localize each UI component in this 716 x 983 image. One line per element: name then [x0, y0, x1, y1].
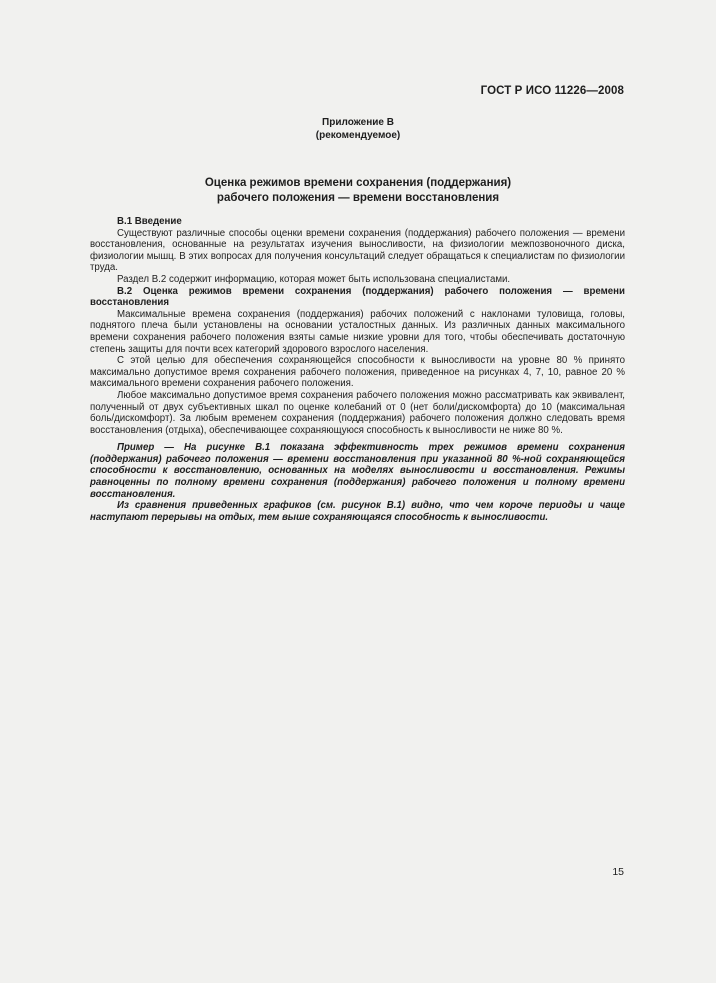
document-body	[90, 216, 625, 523]
section-b2-paragraph-3: Любое максимально допустимое время сохранения рабочего положения можно рассматривать как эквивалент, полученный от двух субъективных шкал по оценке колебаний от 0 (нет боли/дискомфорта) до 10 (максимальная боль/дискомфорт). За любым временем сохранения (поддержания) рабочего положения должно следовать время восстановления (отдыха), обеспечивающее сохраняющуюся способность к выносливости не ниже 80 %.	[90, 389, 625, 436]
appendix-heading	[0, 116, 716, 142]
appendix-main-title	[0, 176, 716, 206]
section-b1-paragraph-1: Существуют различные способы оценки времени сохранения (поддержания) рабочего положения — времени восстановления, основанные на результатах изучения выносливости, на физиологии межпозвоночного диска, физиологии мышц. В этих вопросах для получения консультаций следует обращаться к специалистам по физиологии труда.	[90, 227, 625, 274]
document-code: ГОСТ Р ИСО 11226—2008	[480, 85, 624, 97]
title-line-1: Оценка режимов времени сохранения (поддержания)	[204, 177, 512, 189]
appendix-title: Приложение В	[322, 117, 394, 128]
section-b2-heading: В.2 Оценка режимов времени сохранения (поддержания) рабочего положения — времени восстановления	[90, 285, 625, 309]
section-b2-paragraph-1: Максимальные времена сохранения (поддержания) рабочих положений с наклонами туловища, головы, поднятого плеча были установлены на основании усталостных данных. Из различных данных максимального времени сохранения рабочего положения взяты самые низкие уровни для того, чтобы обеспечивать достаточную степень защиты для почти всех категорий здорового взрослого населения.	[90, 308, 625, 355]
page-number: 15	[612, 866, 624, 878]
example-paragraph-2: Из сравнения приведенных графиков (см. рисунок В.1) видно, что чем короче периоды и чаще наступают перерывы на отдых, тем выше сохраняющаяся способность к выносливости.	[90, 500, 625, 523]
appendix-status: (рекомендуемое)	[315, 130, 401, 141]
section-b1-heading: В.1 Введение	[117, 216, 182, 227]
example-paragraph-1: Пример — На рисунке В.1 показана эффективность трех режимов времени сохранения (поддержания) рабочего положения — времени восстановления при указанной 80 %-ной сохраняющейся способности к восстановлению, основанных на моделях выносливости и восстановления. Режимы равноценны по полному времени сохранения (поддержания) рабочего положения и полному времени восстановления.	[90, 442, 625, 500]
section-b2-paragraph-2: С этой целью для обеспечения сохраняющейся способности к выносливости на уровне 80 % принято максимально допустимое время сохранения рабочего положения, приведенное на рисунках 4, 7, 10, равное 20 % максимального времени сохранения рабочего положения.	[90, 355, 625, 390]
section-b1-paragraph-2: Раздел В.2 содержит информацию, которая может быть использована специалистами.	[117, 273, 511, 285]
title-line-2: рабочего положения — времени восстановления	[216, 192, 500, 204]
